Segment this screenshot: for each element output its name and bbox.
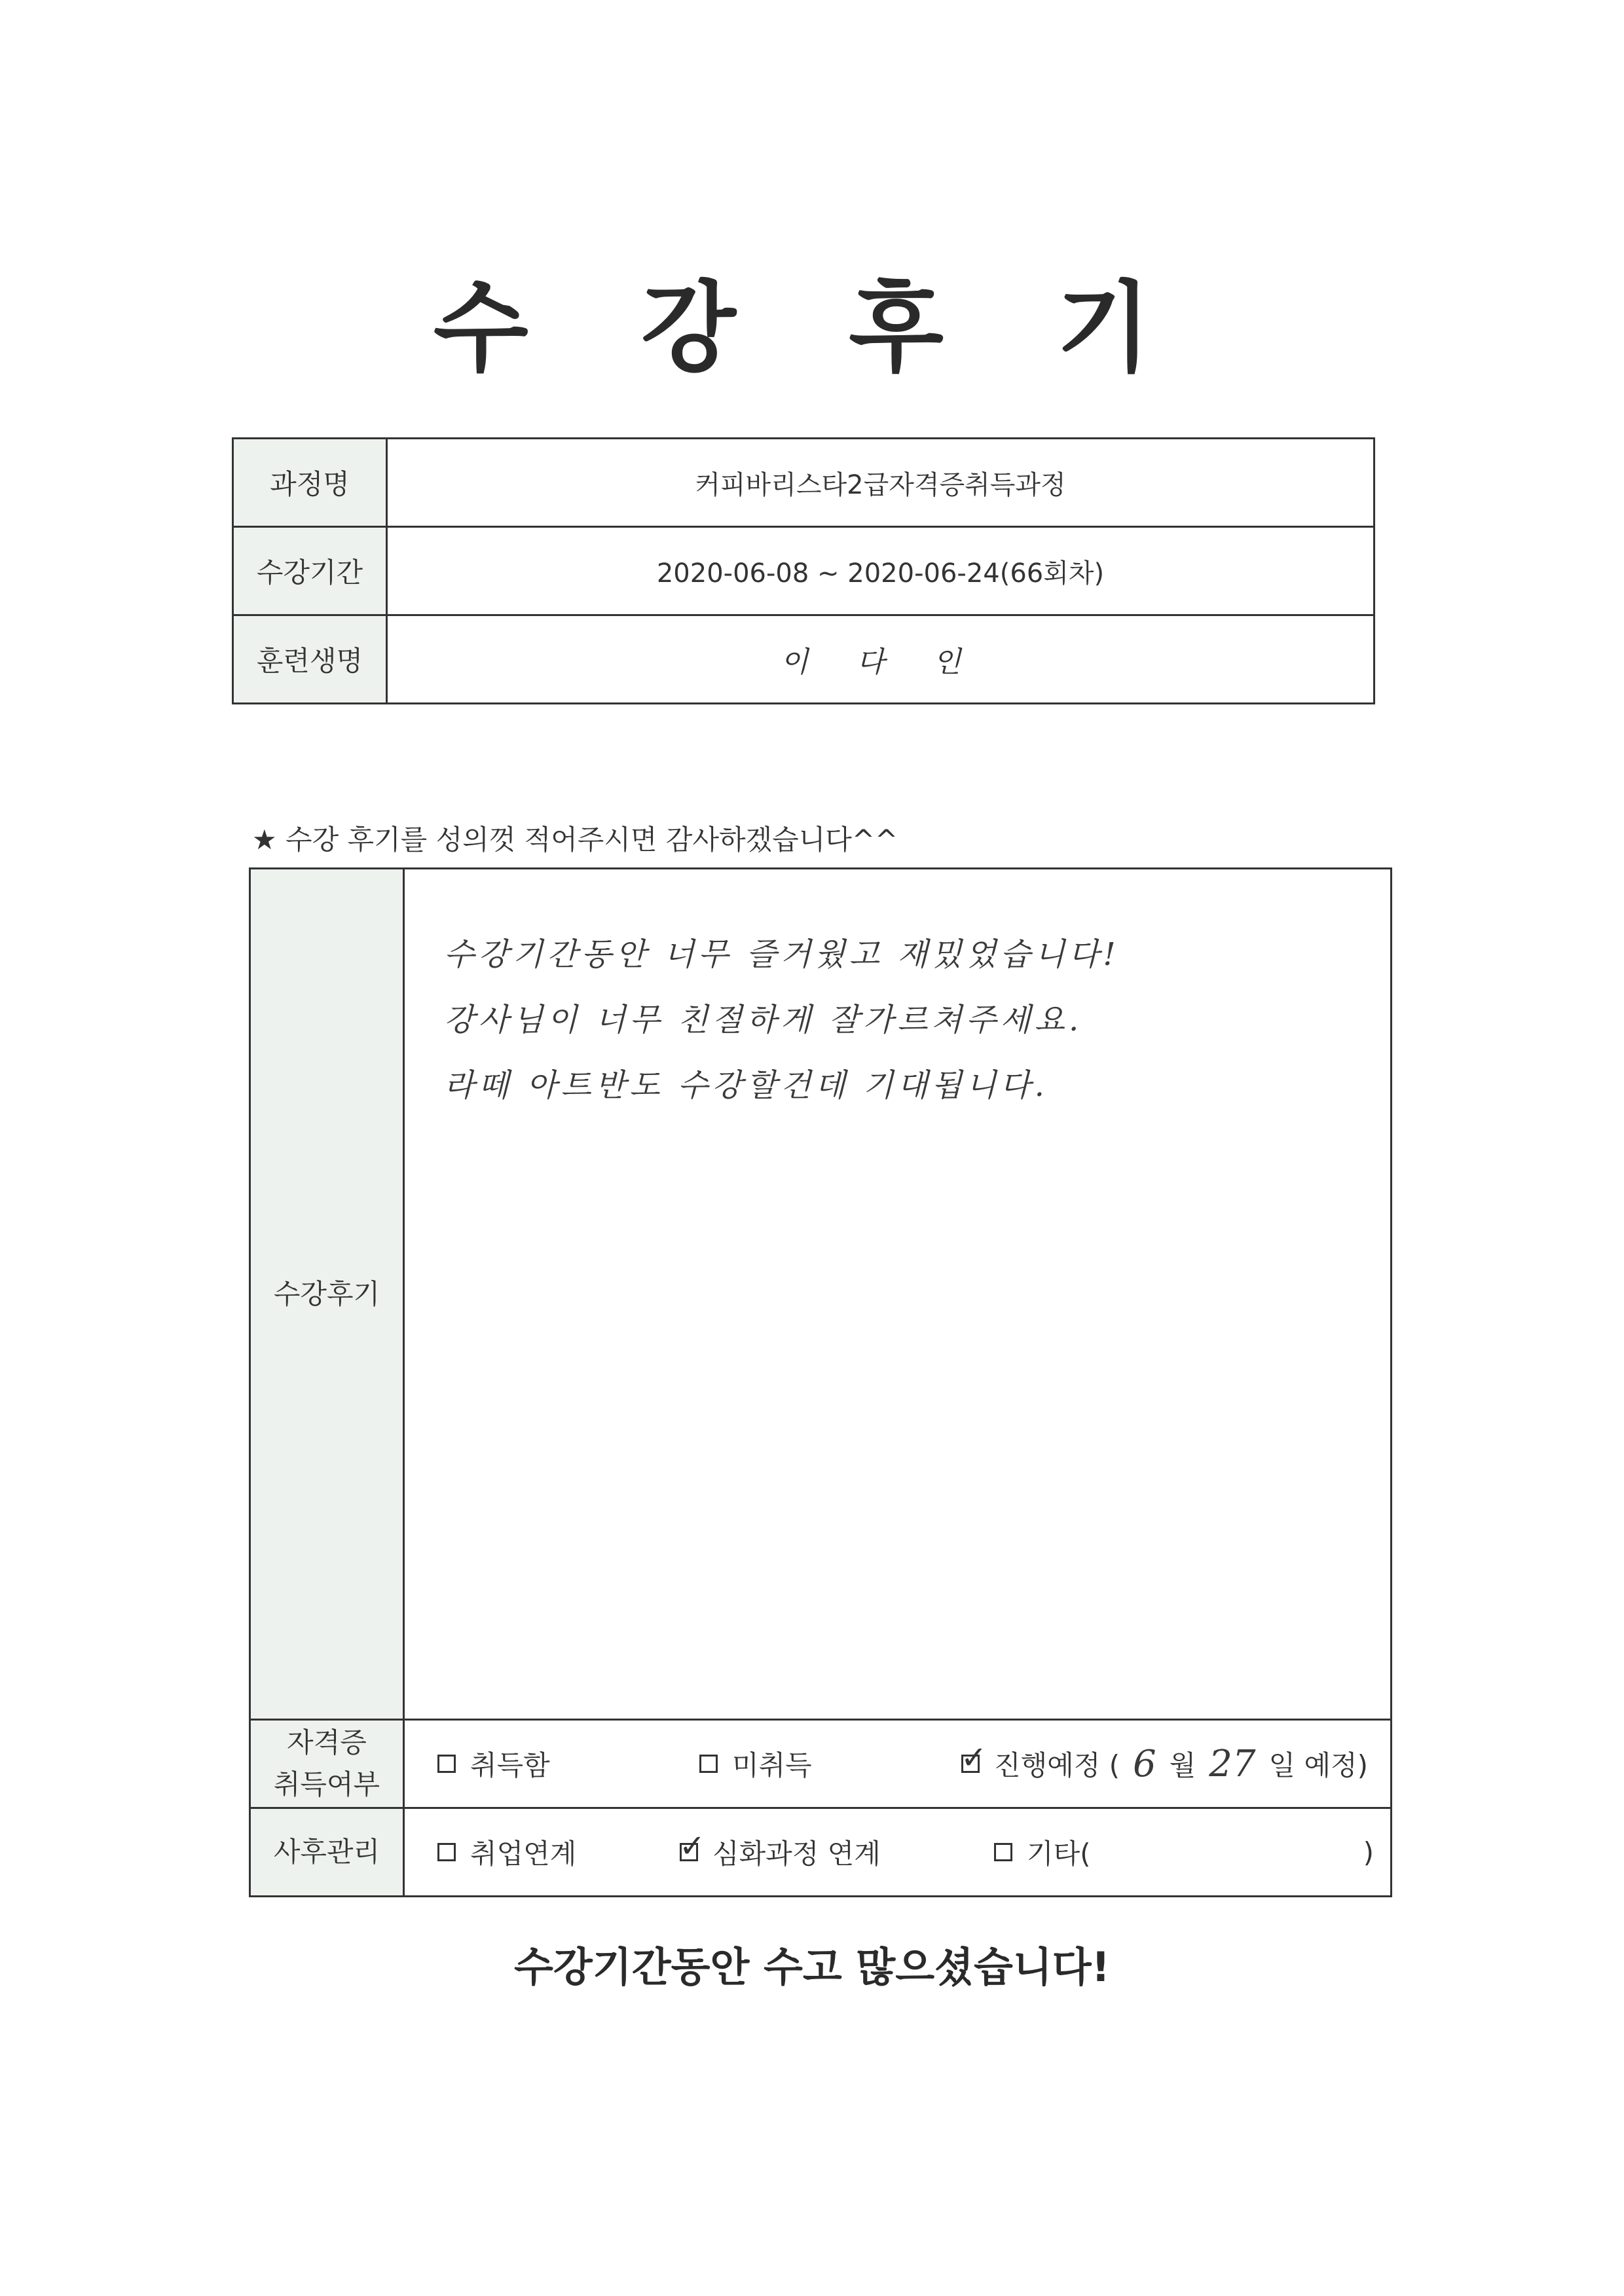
checkbox-advanced-course[interactable] [680,1843,698,1861]
checkbox-job-link[interactable] [437,1843,456,1861]
option-job-link-label: 취업연계 [470,1838,577,1870]
checkbox-in-progress[interactable] [961,1755,980,1773]
option-other-label: 기타( [1027,1838,1091,1870]
option-not-acquired-label: 미취득 [732,1749,812,1781]
option-other-close: ) [1363,1836,1374,1868]
option-in-progress[interactable] [961,1743,1368,1785]
instruction-note: ★ 수강 후기를 성의껏 적어주시면 감사하겠습니다^^ [252,824,898,856]
certification-label-line1: 자격증 [287,1726,367,1758]
page-title: 수 강 후 기 [433,272,1191,386]
certification-row [250,1720,1392,1808]
checkbox-acquired[interactable] [437,1755,456,1773]
certification-options [404,1720,1392,1808]
option-advanced-course-label: 심화과정 연계 [712,1838,881,1870]
option-acquired[interactable] [437,1744,699,1783]
trainee-label: 훈련생명 [233,615,387,704]
certification-label [250,1720,404,1808]
review-line: 강사님이 너무 친절하게 잘가르쳐주세요. [444,1002,1083,1038]
closing-message: 수강기간동안 수고 많으셨습니다! [514,1943,1110,1991]
course-info-table [232,437,1375,704]
day-unit: 일 예정) [1268,1749,1368,1781]
trainee-name: 이 다 인 [387,615,1375,704]
course-value: 커피바리스타2급자격증취득과정 [387,439,1375,527]
review-table [249,867,1392,1897]
period-label: 수강기간 [233,527,387,615]
option-advanced-course[interactable] [680,1832,994,1872]
month-unit: 월 [1169,1749,1196,1781]
option-not-acquired[interactable] [699,1744,961,1783]
certification-label-line2: 취득여부 [273,1768,380,1800]
trainee-row [233,615,1375,704]
period-row [233,527,1375,615]
course-label: 과정명 [233,439,387,527]
aftercare-row [250,1808,1392,1897]
checkbox-not-acquired[interactable] [699,1755,718,1773]
review-line: 수강기간동안 너무 즐거웠고 재밌었습니다! [444,936,1120,973]
aftercare-label: 사후관리 [250,1808,404,1897]
review-label: 수강후기 [250,869,404,1720]
review-row [250,869,1392,1720]
option-job-link[interactable] [437,1832,680,1872]
aftercare-options [404,1808,1392,1897]
checkbox-other[interactable] [994,1843,1012,1861]
option-in-progress-label: 진행예정 ( [994,1749,1120,1781]
expected-month: 6 [1133,1742,1156,1785]
expected-day: 27 [1209,1742,1256,1785]
review-body [404,869,1392,1720]
review-line: 라떼 아트반도 수강할건데 기대됩니다. [444,1067,1048,1104]
course-row [233,439,1375,527]
option-acquired-label: 취득함 [470,1749,550,1781]
period-value: 2020-06-08 ~ 2020-06-24(66회차) [387,527,1375,615]
option-other[interactable] [994,1832,1374,1872]
